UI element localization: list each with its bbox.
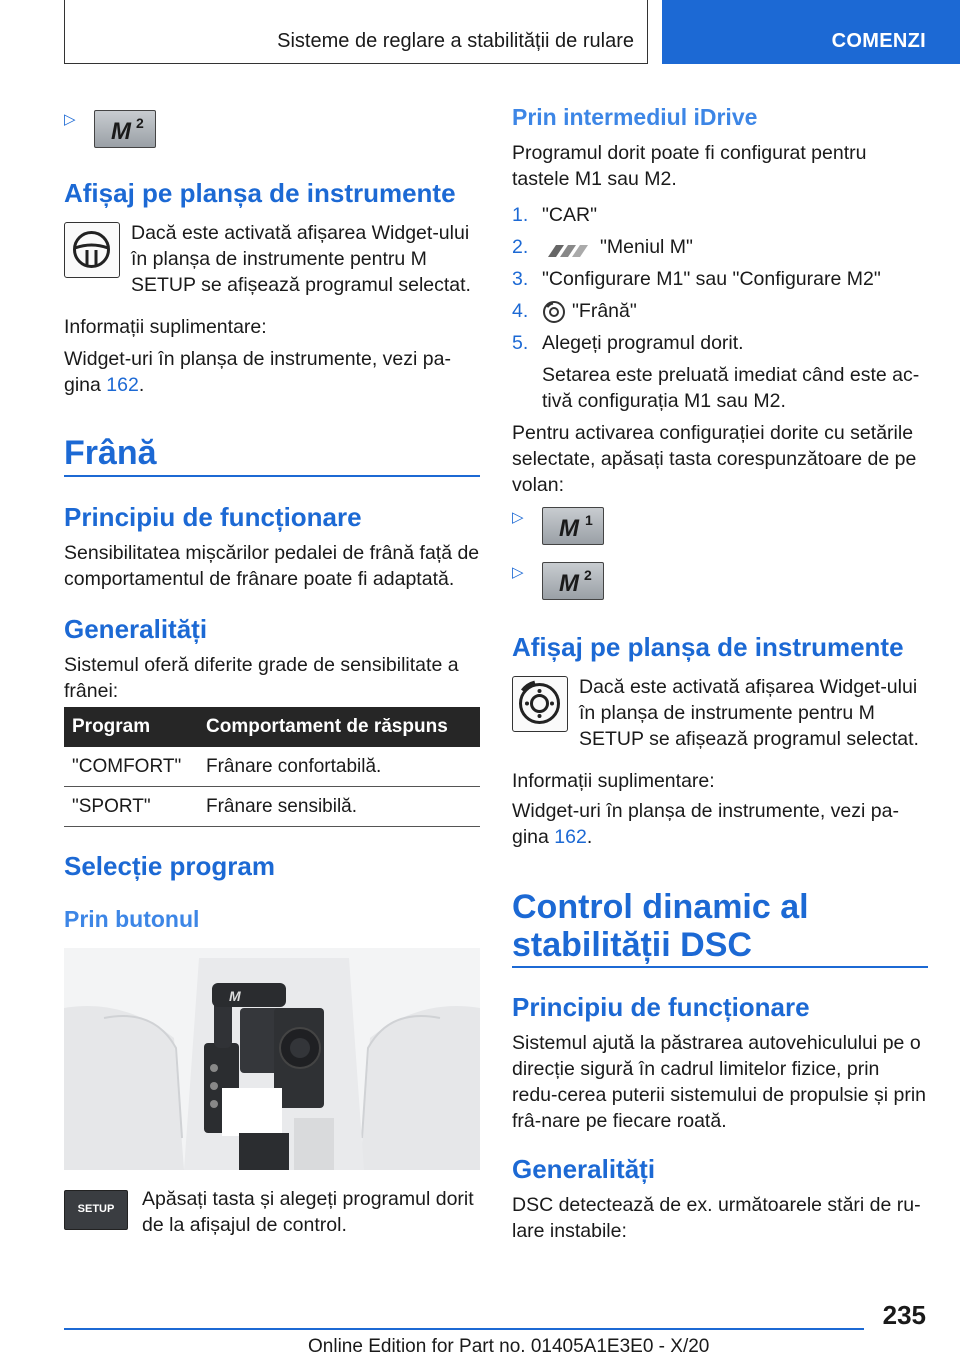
list-item [512,234,928,260]
info-label-left: Informații suplimentare: [64,316,267,338]
table-cell: "COMFORT" [64,747,198,787]
svg-text:2: 2 [584,567,592,583]
svg-text:M: M [559,515,579,542]
steering-wheel-icon [64,222,120,278]
dsc-principle-heading: Principiu de funcționare [512,992,810,1022]
step-number: 4. [512,300,529,322]
display-heading-left: Afișaj pe planșa de instrumente [64,178,456,208]
brake-disc-icon [542,300,566,324]
table-header-program: Program [64,707,198,747]
step-number: 3. [512,268,529,290]
svg-text:1: 1 [585,512,593,528]
info-text-left: Widget-uri în planșa de instrumente, vezi pa-gina [64,348,451,396]
step5-subtext: Setarea este preluată imediat când este ac-tivă configurația M1 sau M2. [542,364,920,412]
section-tab[interactable] [662,0,960,64]
setup-key-icon [64,1190,128,1230]
dsc-general-text: DSC detectează de ex. următoarele stări de ru-lare instabile: [512,1194,921,1242]
table-cell: Frânare sensibilă. [198,787,480,827]
display-heading-right: Afișaj pe planșa de instrumente [512,632,904,662]
svg-text:M: M [111,118,131,145]
idrive-steps [512,202,928,362]
brake-disc-icon [512,676,568,732]
setup-text: Apăsați tasta și alegeți programul dorit de la afișajul de control. [142,1188,474,1236]
activation-text: Pentru activarea configurației dorite cu setările selectate, apăsați tasta corespunzătoare de pe volan: [512,422,917,496]
step-text: "CAR" [542,204,598,226]
list-item [512,202,928,228]
info-paragraph-right [512,798,912,850]
footer-rule [64,1328,864,1330]
selection-heading: Selecție program [64,851,275,881]
table-row [64,747,480,787]
m1-key-icon [542,507,604,545]
step-number: 5. [512,332,529,354]
list-item [512,330,928,356]
center-console-illustration [64,948,480,1170]
frana-title: Frână [64,434,157,472]
m2-key-icon [94,110,156,148]
header-title: Sisteme de reglare a stabilității de rulare [277,30,634,52]
frana-principle-heading: Principiu de funcționare [64,502,362,532]
step-text: "Meniul M" [600,236,693,258]
idrive-text: Programul dorit poate fi configurat pentru tastele M1 sau M2. [512,142,867,190]
footer-edition: Online Edition for Part no. 01405A1E3E0 - X/20 [308,1336,710,1357]
step-text: Alegeți programul dorit. [542,332,744,354]
info-paragraph-left [64,346,464,398]
step-number: 1. [512,204,529,226]
table-header-row [64,707,480,747]
table-row [64,787,480,827]
dsc-principle-text: Sistemul ajută la păstrarea autovehiculului pe o direcție sigură în cadrul limitelor fizice, prin redu-cerea puterii sistemului de propulsie și prin frâ-nare pe fiecare roată. [512,1032,927,1132]
m-menu-stripes-icon [542,240,594,256]
setup-key-label: SETUP [77,1203,115,1215]
display-text-right: Dacă este activată afișarea Widget-ului în planșa de instrumente pentru M SETUP se afișează programul selectat. [579,676,919,750]
dsc-title: Control dinamic al stabilității DSC [512,888,809,964]
info-end-right: . [586,826,593,848]
page-link-162-left[interactable]: 162 [106,374,139,396]
frana-principle-text: Sensibilitatea mișcărilor pedalei de frână față de comportamentul de frânare poate fi adaptată. [64,542,480,590]
section-rule-frana [64,475,480,477]
dsc-general-heading: Generalități [512,1154,656,1184]
m2-key-icon [542,562,604,600]
table-header-response: Comportament de răspuns [198,707,480,747]
svg-text:2: 2 [136,115,144,131]
bullet-triangle: ▷ [64,111,76,128]
list-item [512,266,928,292]
frana-general-text: Sistemul oferă diferite grade de sensibilitate a frânei: [64,654,459,702]
svg-text:M: M [559,570,579,597]
step-text: "Configurare M1" sau "Configurare M2" [542,268,881,290]
frana-general-heading: Generalități [64,614,208,644]
page-number: 235 [882,1300,926,1330]
bullet-triangle: ▷ [512,564,524,581]
page-link-162-right[interactable]: 162 [554,826,587,848]
display-text-left: Dacă este activată afișarea Widget-ului în planșa de instrumente pentru M SETUP se afișează programul selectat. [131,222,471,296]
bullet-triangle: ▷ [512,509,524,526]
table-cell: Frânare confortabilă. [198,747,480,787]
step-number: 2. [512,236,529,258]
info-text-right: Widget-uri în planșa de instrumente, vezi pa-gina [512,800,899,848]
table-cell: "SPORT" [64,787,198,827]
list-item [512,298,928,324]
button-heading: Prin butonul [64,906,200,932]
info-label-right: Informații suplimentare: [512,770,715,792]
info-end-left: . [138,374,145,396]
brake-program-table [64,707,480,827]
step-text: "Frână" [572,300,637,322]
section-rule-dsc [512,966,928,968]
idrive-heading: Prin intermediul iDrive [512,104,758,130]
svg-text:M: M [229,988,241,1004]
section-tab-label: COMENZI [831,30,926,52]
